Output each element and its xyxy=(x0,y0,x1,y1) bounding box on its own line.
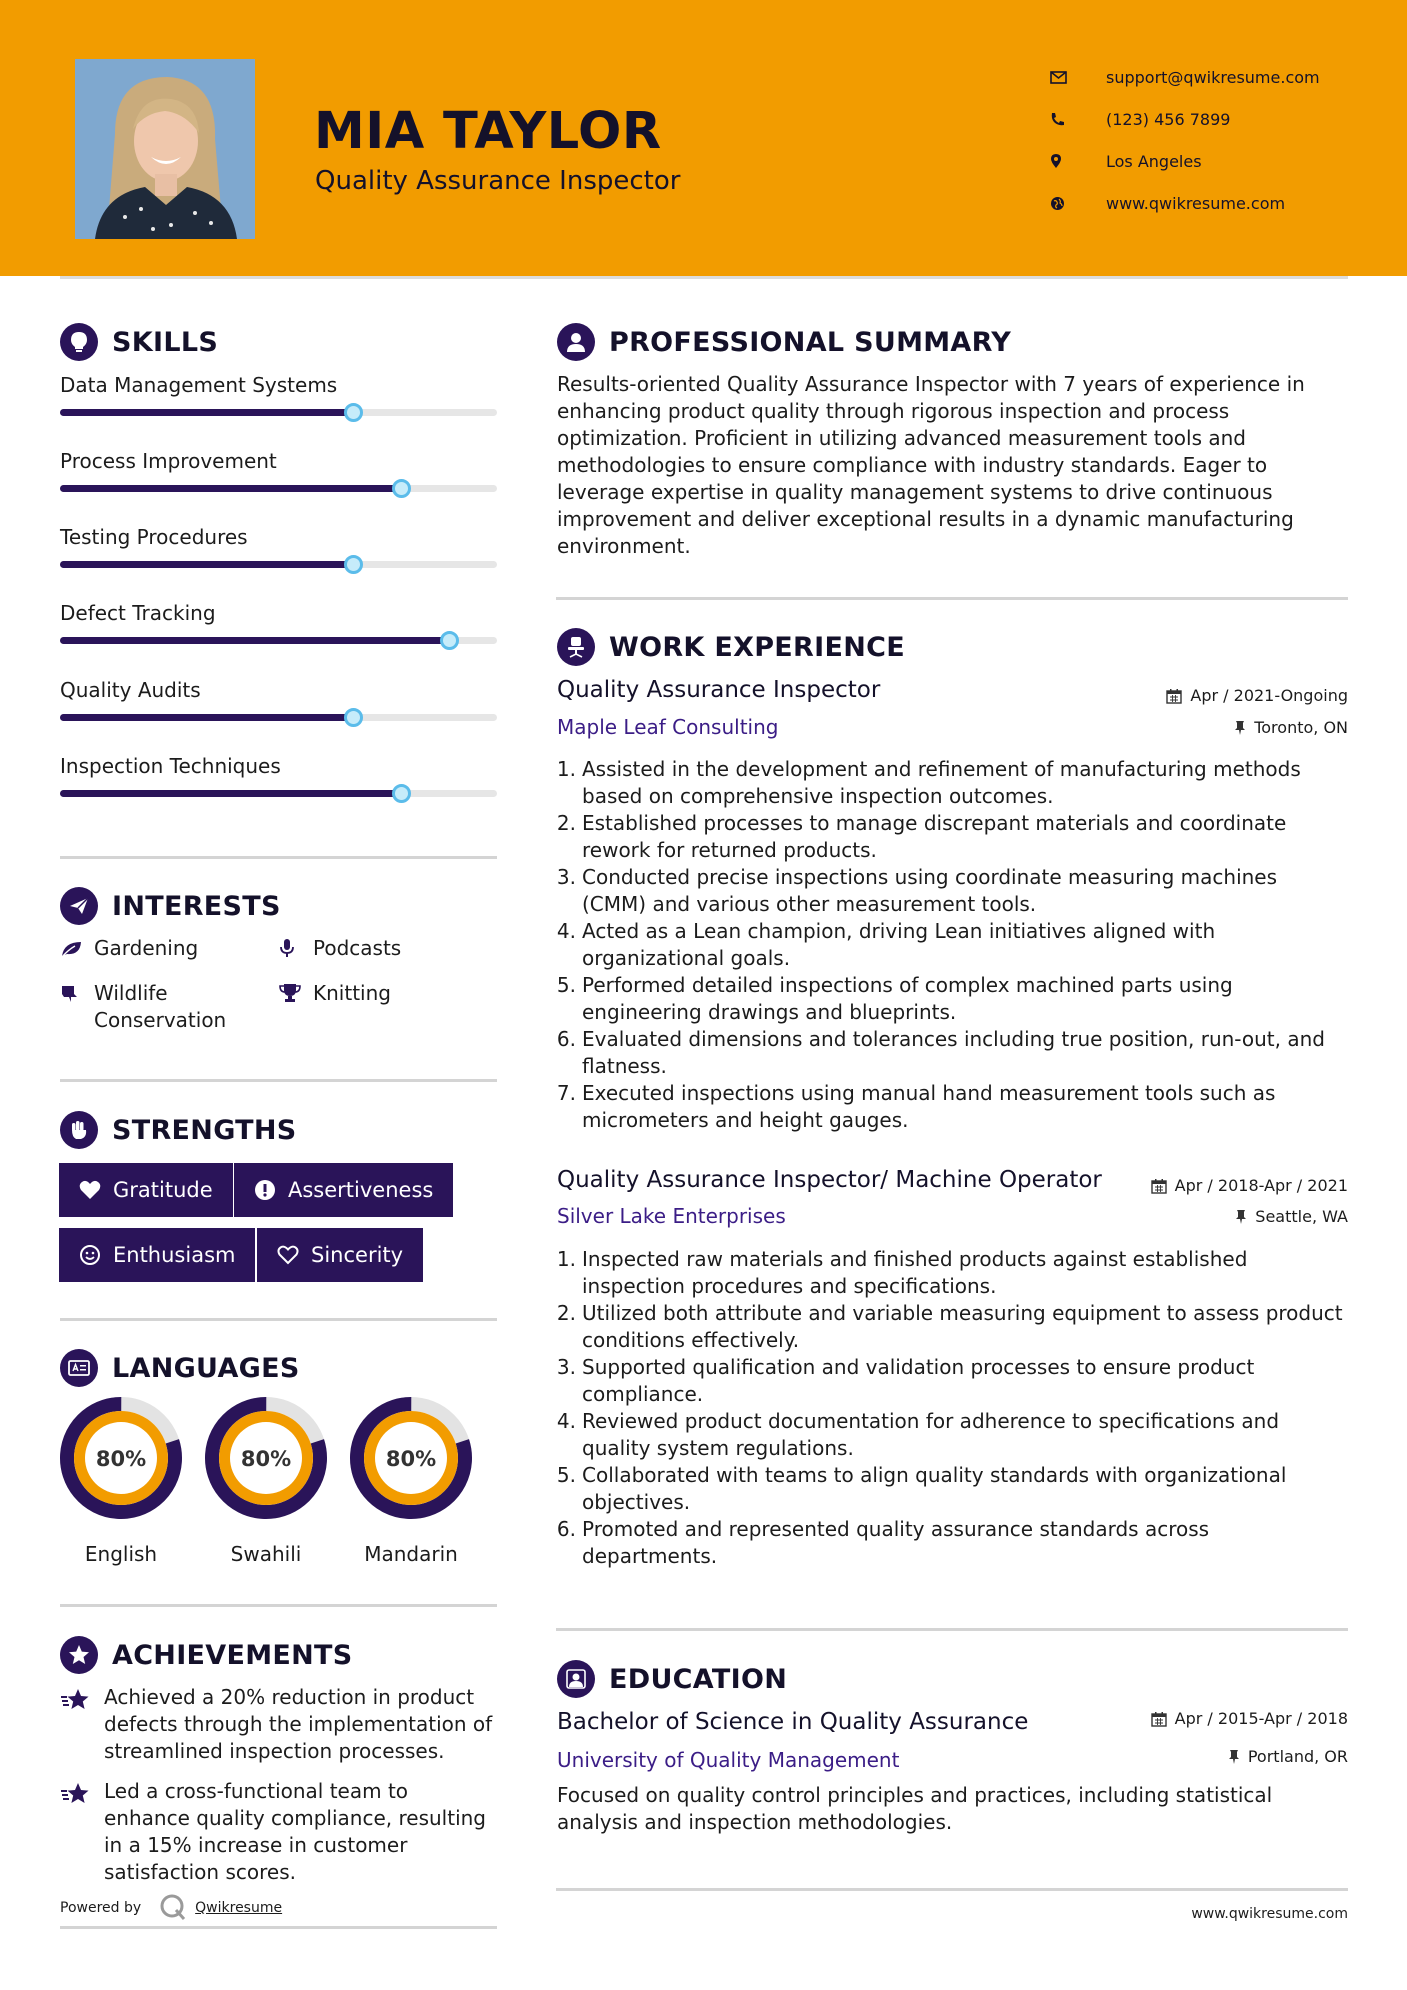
thumbtack-icon xyxy=(60,980,94,1034)
skill-bar xyxy=(60,790,497,797)
strength-tag: Assertiveness xyxy=(236,1165,451,1215)
list-item: 3. Supported qualification and validation processes to ensure product compliance. xyxy=(556,1355,1255,1406)
thumbtack-icon xyxy=(1228,1749,1240,1765)
contact-list xyxy=(1050,56,1390,224)
smile-icon xyxy=(79,1244,101,1266)
skill-item: Testing Procedures xyxy=(60,524,497,550)
degree-title: Bachelor of Science in Quality Assurance xyxy=(557,1709,1029,1735)
candidate-name: MIA TAYLOR xyxy=(314,102,662,161)
paper-plane-icon xyxy=(60,887,98,925)
strengths-heading: STRENGTHS xyxy=(60,1111,297,1149)
list-item: 5. Collaborated with teams to align quality standards with organizational objectives. xyxy=(556,1463,1287,1514)
school-name: University of Quality Management xyxy=(557,1748,900,1772)
calendar-icon xyxy=(1151,1178,1167,1194)
profile-photo xyxy=(75,59,255,239)
graduate-icon xyxy=(557,1660,595,1698)
skill-bar xyxy=(60,714,497,721)
skill-bar xyxy=(60,561,497,568)
language-donut xyxy=(59,1396,183,1520)
calendar-icon xyxy=(1166,688,1182,704)
language-percent: 80% xyxy=(385,1447,437,1471)
job-responsibilities xyxy=(556,1246,1346,1570)
list-item: 4. Acted as a Lean champion, driving Lean initiatives aligned with organizational goals. xyxy=(556,919,1216,970)
thumbtack-icon xyxy=(1235,1209,1247,1225)
star-badge-icon xyxy=(60,1636,98,1674)
job-date: Apr / 2021-Ongoing xyxy=(1166,686,1348,706)
list-item: 1. Inspected raw materials and finished products against established inspection procedures and specifications. xyxy=(556,1247,1248,1298)
languages-heading: LANGUAGES xyxy=(60,1349,300,1387)
list-item: 1. Assisted in the development and refinement of manufacturing methods based on comprehensive inspection outcomes. xyxy=(556,757,1301,808)
interest-item: Gardening xyxy=(60,935,198,965)
skill-bar-knob xyxy=(440,631,459,650)
star-icon xyxy=(60,1684,104,1765)
section-divider xyxy=(556,1628,1348,1631)
list-item: 4. Reviewed product documentation for adherence to specifications and quality system regulations. xyxy=(556,1409,1280,1460)
skill-item: Inspection Techniques xyxy=(60,753,497,779)
qwikresume-link[interactable]: Qwikresume xyxy=(195,1900,283,1916)
skill-bar xyxy=(60,409,497,416)
language-icon xyxy=(60,1349,98,1387)
job-title: Quality Assurance Inspector/ Machine Operator xyxy=(557,1167,1102,1193)
section-divider xyxy=(60,856,497,859)
skill-bar-fill xyxy=(60,790,401,797)
skill-bar-knob xyxy=(392,784,411,803)
interests-heading: INTERESTS xyxy=(60,887,281,925)
fist-icon xyxy=(60,1111,98,1149)
job-date: Apr / 2018-Apr / 2021 xyxy=(1151,1176,1348,1196)
education-date: Apr / 2015-Apr / 2018 xyxy=(1151,1709,1348,1729)
skill-bar-fill xyxy=(60,714,353,721)
skill-bar-knob xyxy=(344,403,363,422)
job-location: Toronto, ON xyxy=(1234,718,1348,738)
contact-website[interactable]: www.qwikresume.com xyxy=(1050,182,1390,224)
strength-tag: Enthusiasm xyxy=(61,1230,253,1280)
job-location: Seattle, WA xyxy=(1235,1207,1348,1227)
language-item xyxy=(349,1396,473,1566)
language-item xyxy=(59,1396,183,1566)
skill-bar-knob xyxy=(392,479,411,498)
language-percent: 80% xyxy=(95,1447,147,1471)
education-description: Focused on quality control principles and practices, including statistical analysis and inspection methodologies. xyxy=(557,1783,1273,1834)
skill-bar-fill xyxy=(60,561,353,568)
powered-by: Powered by Qwikresume xyxy=(60,1900,282,1916)
skill-item: Data Management Systems xyxy=(60,372,497,398)
section-divider xyxy=(60,1079,497,1082)
summary-text: Results-oriented Quality Assurance Inspector with 7 years of experience in enhancing product quality through rigorous inspection and process optimization. Proficient in utilizing advanced measurement tools and methodologies to ensure compliance with industry standards. Eager to leverage expertise in quality management systems to drive continuous improvement and deliver exceptional results in a dynamic manufacturing environment. xyxy=(557,372,1305,558)
list-item: 2. Utilized both attribute and variable measuring equipment to assess product conditions effectively. xyxy=(556,1301,1343,1352)
phone-icon xyxy=(1050,112,1080,127)
language-name: Swahili xyxy=(230,1542,302,1566)
envelope-icon xyxy=(1050,71,1080,84)
strength-tag: Gratitude xyxy=(61,1165,231,1215)
map-pin-icon xyxy=(1050,153,1080,169)
skill-bar-fill xyxy=(60,637,449,644)
list-item: 6. Evaluated dimensions and tolerances including true position, run-out, and flatness. xyxy=(556,1027,1325,1078)
skills-heading: SKILLS xyxy=(60,323,218,361)
job-title: Quality Assurance Inspector xyxy=(557,677,881,703)
summary-heading: PROFESSIONAL SUMMARY xyxy=(557,323,1011,361)
thumbtack-icon xyxy=(1234,720,1246,736)
section-divider xyxy=(60,1318,497,1321)
heart-icon xyxy=(79,1180,101,1200)
star-icon xyxy=(60,1778,104,1886)
list-item: 7. Executed inspections using manual hand measurement tools such as micrometers and height gauges. xyxy=(556,1081,1276,1132)
candidate-title: Quality Assurance Inspector xyxy=(315,166,681,196)
calendar-icon xyxy=(1151,1711,1167,1727)
globe-icon xyxy=(1050,196,1080,211)
interest-item: Wildlife Conservation xyxy=(60,980,270,1034)
microphone-icon xyxy=(279,935,313,965)
lightbulb-icon xyxy=(60,323,98,361)
leaf-icon xyxy=(60,935,94,965)
achievement-item: Led a cross-functional team to enhance quality compliance, resulting in a 15% increase in customer satisfaction scores. xyxy=(60,1778,500,1886)
skill-bar xyxy=(60,485,497,492)
trophy-icon xyxy=(279,980,313,1010)
skill-bar xyxy=(60,637,497,644)
section-divider xyxy=(556,597,1348,600)
language-name: Mandarin xyxy=(364,1542,458,1566)
language-percent: 80% xyxy=(240,1447,292,1471)
language-item xyxy=(204,1396,328,1566)
header-banner xyxy=(0,0,1407,276)
footer-divider xyxy=(60,1926,497,1929)
exclamation-circle-icon xyxy=(254,1179,276,1201)
job-responsibilities xyxy=(556,756,1346,1134)
list-item: 5. Performed detailed inspections of complex machined parts using engineering drawings and blueprints. xyxy=(556,973,1233,1024)
skill-bar-fill xyxy=(60,485,401,492)
contact-location: Los Angeles xyxy=(1050,140,1390,182)
skill-bar-knob xyxy=(344,555,363,574)
company-name: Silver Lake Enterprises xyxy=(557,1204,786,1228)
list-item: 2. Established processes to manage discrepant materials and coordinate rework for returned products. xyxy=(556,811,1287,862)
language-donut xyxy=(204,1396,328,1520)
footer-divider xyxy=(556,1888,1348,1891)
section-divider xyxy=(60,1604,497,1607)
skill-item: Process Improvement xyxy=(60,448,497,474)
contact-email[interactable]: support@qwikresume.com xyxy=(1050,56,1390,98)
interest-item: Podcasts xyxy=(279,935,401,965)
education-heading: EDUCATION xyxy=(557,1660,787,1698)
header-divider xyxy=(60,276,1348,279)
experience-heading: WORK EXPERIENCE xyxy=(557,628,905,666)
skill-bar-fill xyxy=(60,409,353,416)
skill-item: Defect Tracking xyxy=(60,600,497,626)
list-item: 6. Promoted and represented quality assurance standards across departments. xyxy=(556,1517,1210,1568)
language-donut xyxy=(349,1396,473,1520)
list-item: 3. Conducted precise inspections using coordinate measuring machines (CMM) and various other measurement tools. xyxy=(556,865,1278,916)
heart-outline-icon xyxy=(277,1245,299,1265)
footer-website-link[interactable]: www.qwikresume.com xyxy=(1191,1906,1348,1922)
qwikresume-logo-icon xyxy=(158,1892,188,1926)
contact-phone[interactable]: (123) 456 7899 xyxy=(1050,98,1390,140)
achievements-heading: ACHIEVEMENTS xyxy=(60,1636,353,1674)
strength-tag: Sincerity xyxy=(259,1230,421,1280)
skill-bar-knob xyxy=(344,708,363,727)
user-icon xyxy=(557,323,595,361)
language-name: English xyxy=(84,1542,158,1566)
skill-item: Quality Audits xyxy=(60,677,497,703)
interest-item: Knitting xyxy=(279,980,391,1010)
achievement-item: Achieved a 20% reduction in product defects through the implementation of streamlined inspection processes. xyxy=(60,1684,500,1765)
office-chair-icon xyxy=(557,628,595,666)
education-location: Portland, OR xyxy=(1228,1747,1348,1767)
company-name: Maple Leaf Consulting xyxy=(557,715,779,739)
